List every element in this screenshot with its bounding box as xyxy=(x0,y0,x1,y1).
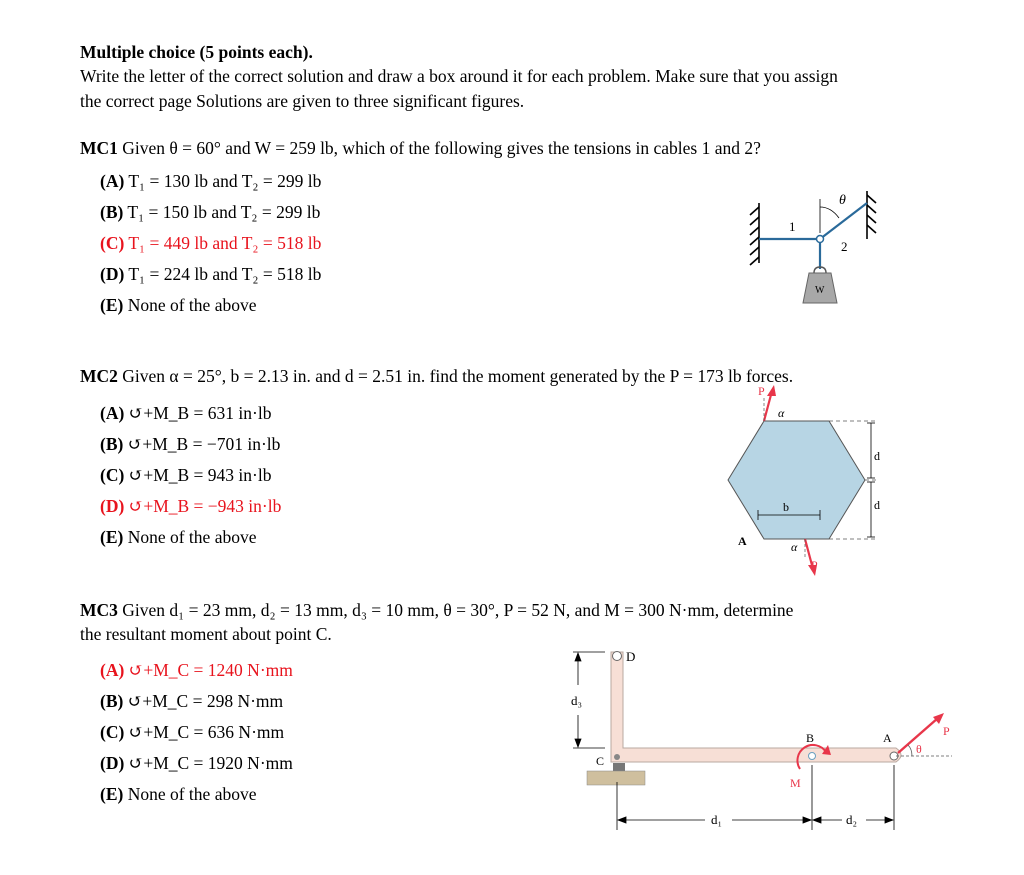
mc2-prompt: Given α = 25°, b = 2.13 in. and d = 2.51 in. find the moment generated by the P = 173 lb forces. xyxy=(122,366,794,386)
mc2-option-e[interactable] xyxy=(100,527,256,548)
mc3-prompt: Given d₁ = 23 mm, d₂ = 13 mm, d₃ = 10 mm, θ = 30°, P = 52 N, and M = 300 N·mm, determine xyxy=(122,600,794,620)
mc2-option-d[interactable] xyxy=(100,496,281,517)
option-letter: (D) xyxy=(100,264,125,284)
mc2-question xyxy=(80,366,793,387)
option-letter: (C) xyxy=(100,233,125,253)
b-label: b xyxy=(783,500,789,514)
mc1-label: MC1 xyxy=(80,138,118,158)
option-text: ↺+M_B = −701 in·lb xyxy=(127,434,281,454)
option-letter: (B) xyxy=(100,434,124,454)
mc3-label: MC3 xyxy=(80,600,118,620)
mc1-question xyxy=(80,138,761,159)
theta-arc xyxy=(908,745,912,756)
option-text: T₁ = 449 lb and T₂ = 518 lb xyxy=(128,233,322,253)
label-b: B xyxy=(806,731,815,745)
mc3-option-b[interactable] xyxy=(100,691,283,712)
support-block xyxy=(613,763,625,771)
instructions-line-1: Write the letter of the correct solution and draw a box around it for each problem. Make sure that you assign xyxy=(80,66,838,86)
alpha-bottom-label: α xyxy=(791,540,798,554)
option-text: ↺+M_B = 943 in·lb xyxy=(128,465,272,485)
mc1-option-a[interactable] xyxy=(100,171,321,192)
mc1-option-b[interactable] xyxy=(100,202,320,223)
option-text: ↺+M_B = −943 in·lb xyxy=(128,496,282,516)
pin-b xyxy=(809,753,816,760)
option-text: ↺+M_C = 1240 N·mm xyxy=(128,660,293,680)
pin-d xyxy=(613,652,622,661)
cable-2-label: 2 xyxy=(841,239,848,254)
p-bottom-label: P xyxy=(811,558,818,572)
mc3-question xyxy=(80,600,793,621)
hexagon-plate xyxy=(728,421,865,539)
mc2-label: MC2 xyxy=(80,366,118,386)
alpha-top-label: α xyxy=(778,406,785,420)
option-letter: (B) xyxy=(100,691,124,711)
mc3-option-c[interactable] xyxy=(100,722,284,743)
mc3-option-a[interactable] xyxy=(100,660,293,681)
pin-c xyxy=(614,754,620,760)
l-bracket xyxy=(611,652,901,762)
option-text: None of the above xyxy=(127,527,257,547)
cable-1-label: 1 xyxy=(789,219,796,234)
option-text: ↺+M_C = 636 N·mm xyxy=(128,722,285,742)
label-a: A xyxy=(883,731,892,745)
option-text: ↺+M_C = 1920 N·mm xyxy=(128,753,293,773)
point-a-label: A xyxy=(738,534,747,548)
option-letter: (C) xyxy=(100,465,125,485)
mc3-bracket-figure xyxy=(560,645,960,835)
option-text: T₁ = 224 lb and T₂ = 518 lb xyxy=(128,264,322,284)
option-text: None of the above xyxy=(127,784,257,804)
option-letter: (A) xyxy=(100,403,125,423)
option-letter: (C) xyxy=(100,722,125,742)
force-p-top xyxy=(764,385,776,421)
mc2-hexagon-figure xyxy=(725,383,890,583)
mc1-option-c[interactable] xyxy=(100,233,321,254)
mc3-option-e[interactable] xyxy=(100,784,256,805)
p-top-label: P xyxy=(758,384,765,398)
angle-label: θ xyxy=(839,193,846,208)
option-text: T₁ = 150 lb and T₂ = 299 lb xyxy=(127,202,321,222)
instructions-line-2: the correct page Solutions are given to three significant figures. xyxy=(80,91,525,111)
angle-arc xyxy=(820,207,839,218)
option-text: T₁ = 130 lb and T₂ = 299 lb xyxy=(128,171,322,191)
mc2-option-b[interactable] xyxy=(100,434,280,455)
option-letter: (B) xyxy=(100,202,124,222)
d2-label: d₂ xyxy=(846,812,858,827)
weight-label: W xyxy=(815,285,825,296)
mc3-prompt-line-2: the resultant moment about point C. xyxy=(80,624,332,644)
mc1-prompt: Given θ = 60° and W = 259 lb, which of the following gives the tensions in cables 1 and 2? xyxy=(122,138,761,158)
option-text: None of the above xyxy=(127,295,257,315)
d-top-label: d xyxy=(874,449,880,463)
left-wall xyxy=(750,203,759,265)
mc1-option-e[interactable] xyxy=(100,295,256,316)
option-letter: (D) xyxy=(100,753,125,773)
option-letter: (A) xyxy=(100,171,125,191)
label-p: P xyxy=(943,724,950,738)
right-wall xyxy=(867,191,876,239)
option-letter: (D) xyxy=(100,496,125,516)
option-text: ↺+M_C = 298 N·mm xyxy=(127,691,284,711)
d-bottom-label: d xyxy=(874,498,880,512)
mc1-option-d[interactable] xyxy=(100,264,321,285)
ring xyxy=(817,236,824,243)
option-letter: (E) xyxy=(100,527,124,547)
option-letter: (E) xyxy=(100,295,124,315)
mc2-option-c[interactable] xyxy=(100,465,271,486)
label-m: M xyxy=(790,776,801,790)
d1-label: d₁ xyxy=(711,812,723,827)
d3-label: d₃ xyxy=(571,693,583,708)
mc1-cable-figure xyxy=(745,185,885,310)
label-theta: θ xyxy=(916,742,922,756)
label-d: D xyxy=(626,649,636,664)
page-title: Multiple choice (5 points each). xyxy=(80,42,313,62)
mc3-option-d[interactable] xyxy=(100,753,293,774)
mc2-option-a[interactable] xyxy=(100,403,271,424)
option-letter: (A) xyxy=(100,660,125,680)
ground-base xyxy=(587,771,645,785)
option-letter: (E) xyxy=(100,784,124,804)
label-c: C xyxy=(596,754,605,768)
option-text: ↺+M_B = 631 in·lb xyxy=(128,403,272,423)
